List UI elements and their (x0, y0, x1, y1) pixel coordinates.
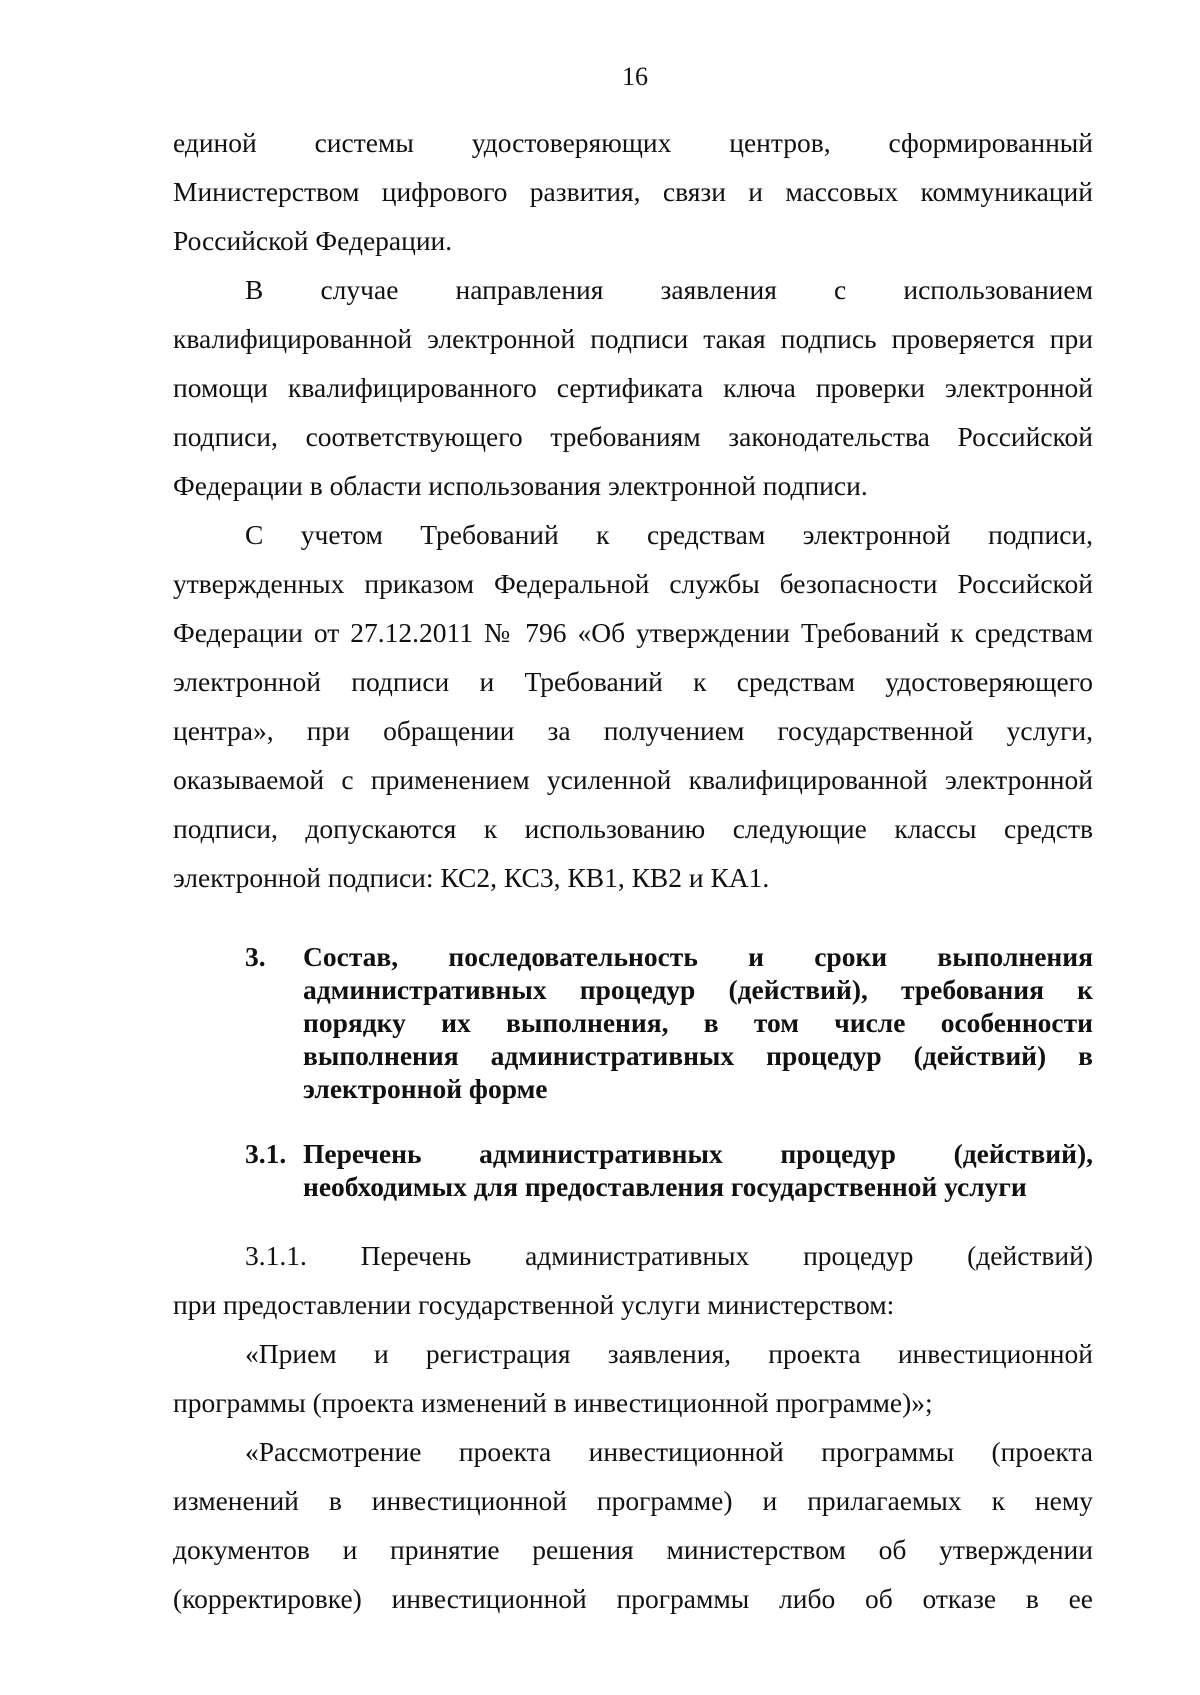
text-line: «Прием и регистрация заявления, проекта инвестиционной (245, 1338, 1093, 1369)
heading-line: выполнения административных процедур (действий) в (303, 1040, 1093, 1071)
paragraph-2 (173, 265, 1093, 510)
text-line: С учетом Требований к средствам электронной подписи, (245, 519, 1093, 550)
text-line: Федерации в области использования электронной подписи. (173, 470, 868, 501)
paragraph-4 (173, 1231, 1093, 1329)
heading-line: порядку их выполнения, в том числе особенности (303, 1007, 1093, 1038)
text-line: помощи квалифицированного сертификата ключа проверки электронной (173, 372, 1093, 403)
text-line: 3.1.1. Перечень административных процедур (действий) (245, 1240, 1093, 1271)
text-line: утвержденных приказом Федеральной службы безопасности Российской (173, 568, 1093, 599)
text-line: Министерством цифрового развития, связи и массовых коммуникаций (173, 176, 1093, 207)
page-number: 16 (622, 62, 648, 91)
paragraph-3 (173, 510, 1093, 902)
text-line: В случае направления заявления с использованием (245, 274, 1093, 305)
text-line: Федерации от 27.12.2011 № 796 «Об утверждении Требований к средствам (173, 617, 1093, 648)
text-line: подписи, соответствующего требованиям законодательства Российской (173, 421, 1093, 452)
heading-line: необходимых для предоставления государственной услуги (303, 1171, 1027, 1202)
text-line: программы (проекта изменений в инвестиционной программе)»; (173, 1387, 933, 1418)
section-heading-3-1 (173, 1137, 1093, 1203)
text-line: подписи, допускаются к использованию следующие классы средств (173, 813, 1093, 844)
text-line: электронной подписи: КС2, КС3, КВ1, КВ2 и КА1. (173, 862, 770, 893)
text-line: изменений в инвестиционной программе) и прилагаемых к нему (173, 1485, 1093, 1516)
section-heading-3 (173, 940, 1093, 1105)
text-line: квалифицированной электронной подписи такая подпись проверяется при (173, 323, 1093, 354)
text-line: Российской Федерации. (173, 225, 453, 256)
heading-line: административных процедур (действий), требования к (303, 974, 1093, 1005)
text-line: при предоставлении государственной услуги министерством: (173, 1289, 895, 1320)
heading-line: электронной форме (303, 1073, 548, 1104)
section-number: 3. (245, 941, 266, 972)
paragraph-5 (173, 1329, 1093, 1427)
text-line: оказываемой с применением усиленной квалифицированной электронной (173, 764, 1093, 795)
heading-line: Перечень административных процедур (действий), (303, 1138, 1093, 1169)
document-body (173, 118, 1093, 1623)
text-line: центра», при обращении за получением государственной услуги, (173, 715, 1093, 746)
text-line: единой системы удостоверяющих центров, сформированный (173, 127, 1093, 158)
paragraph-6 (173, 1427, 1093, 1623)
text-line: (корректировке) инвестиционной программы либо об отказе в ее (173, 1583, 1093, 1614)
section-number: 3.1. (245, 1138, 287, 1169)
text-line: электронной подписи и Требований к средствам удостоверяющего (173, 666, 1093, 697)
text-line: документов и принятие решения министерством об утверждении (173, 1534, 1093, 1565)
heading-line: Состав, последовательность и сроки выполнения (303, 941, 1093, 972)
paragraph-1 (173, 118, 1093, 265)
text-line: «Рассмотрение проекта инвестиционной программы (проекта (245, 1436, 1093, 1467)
